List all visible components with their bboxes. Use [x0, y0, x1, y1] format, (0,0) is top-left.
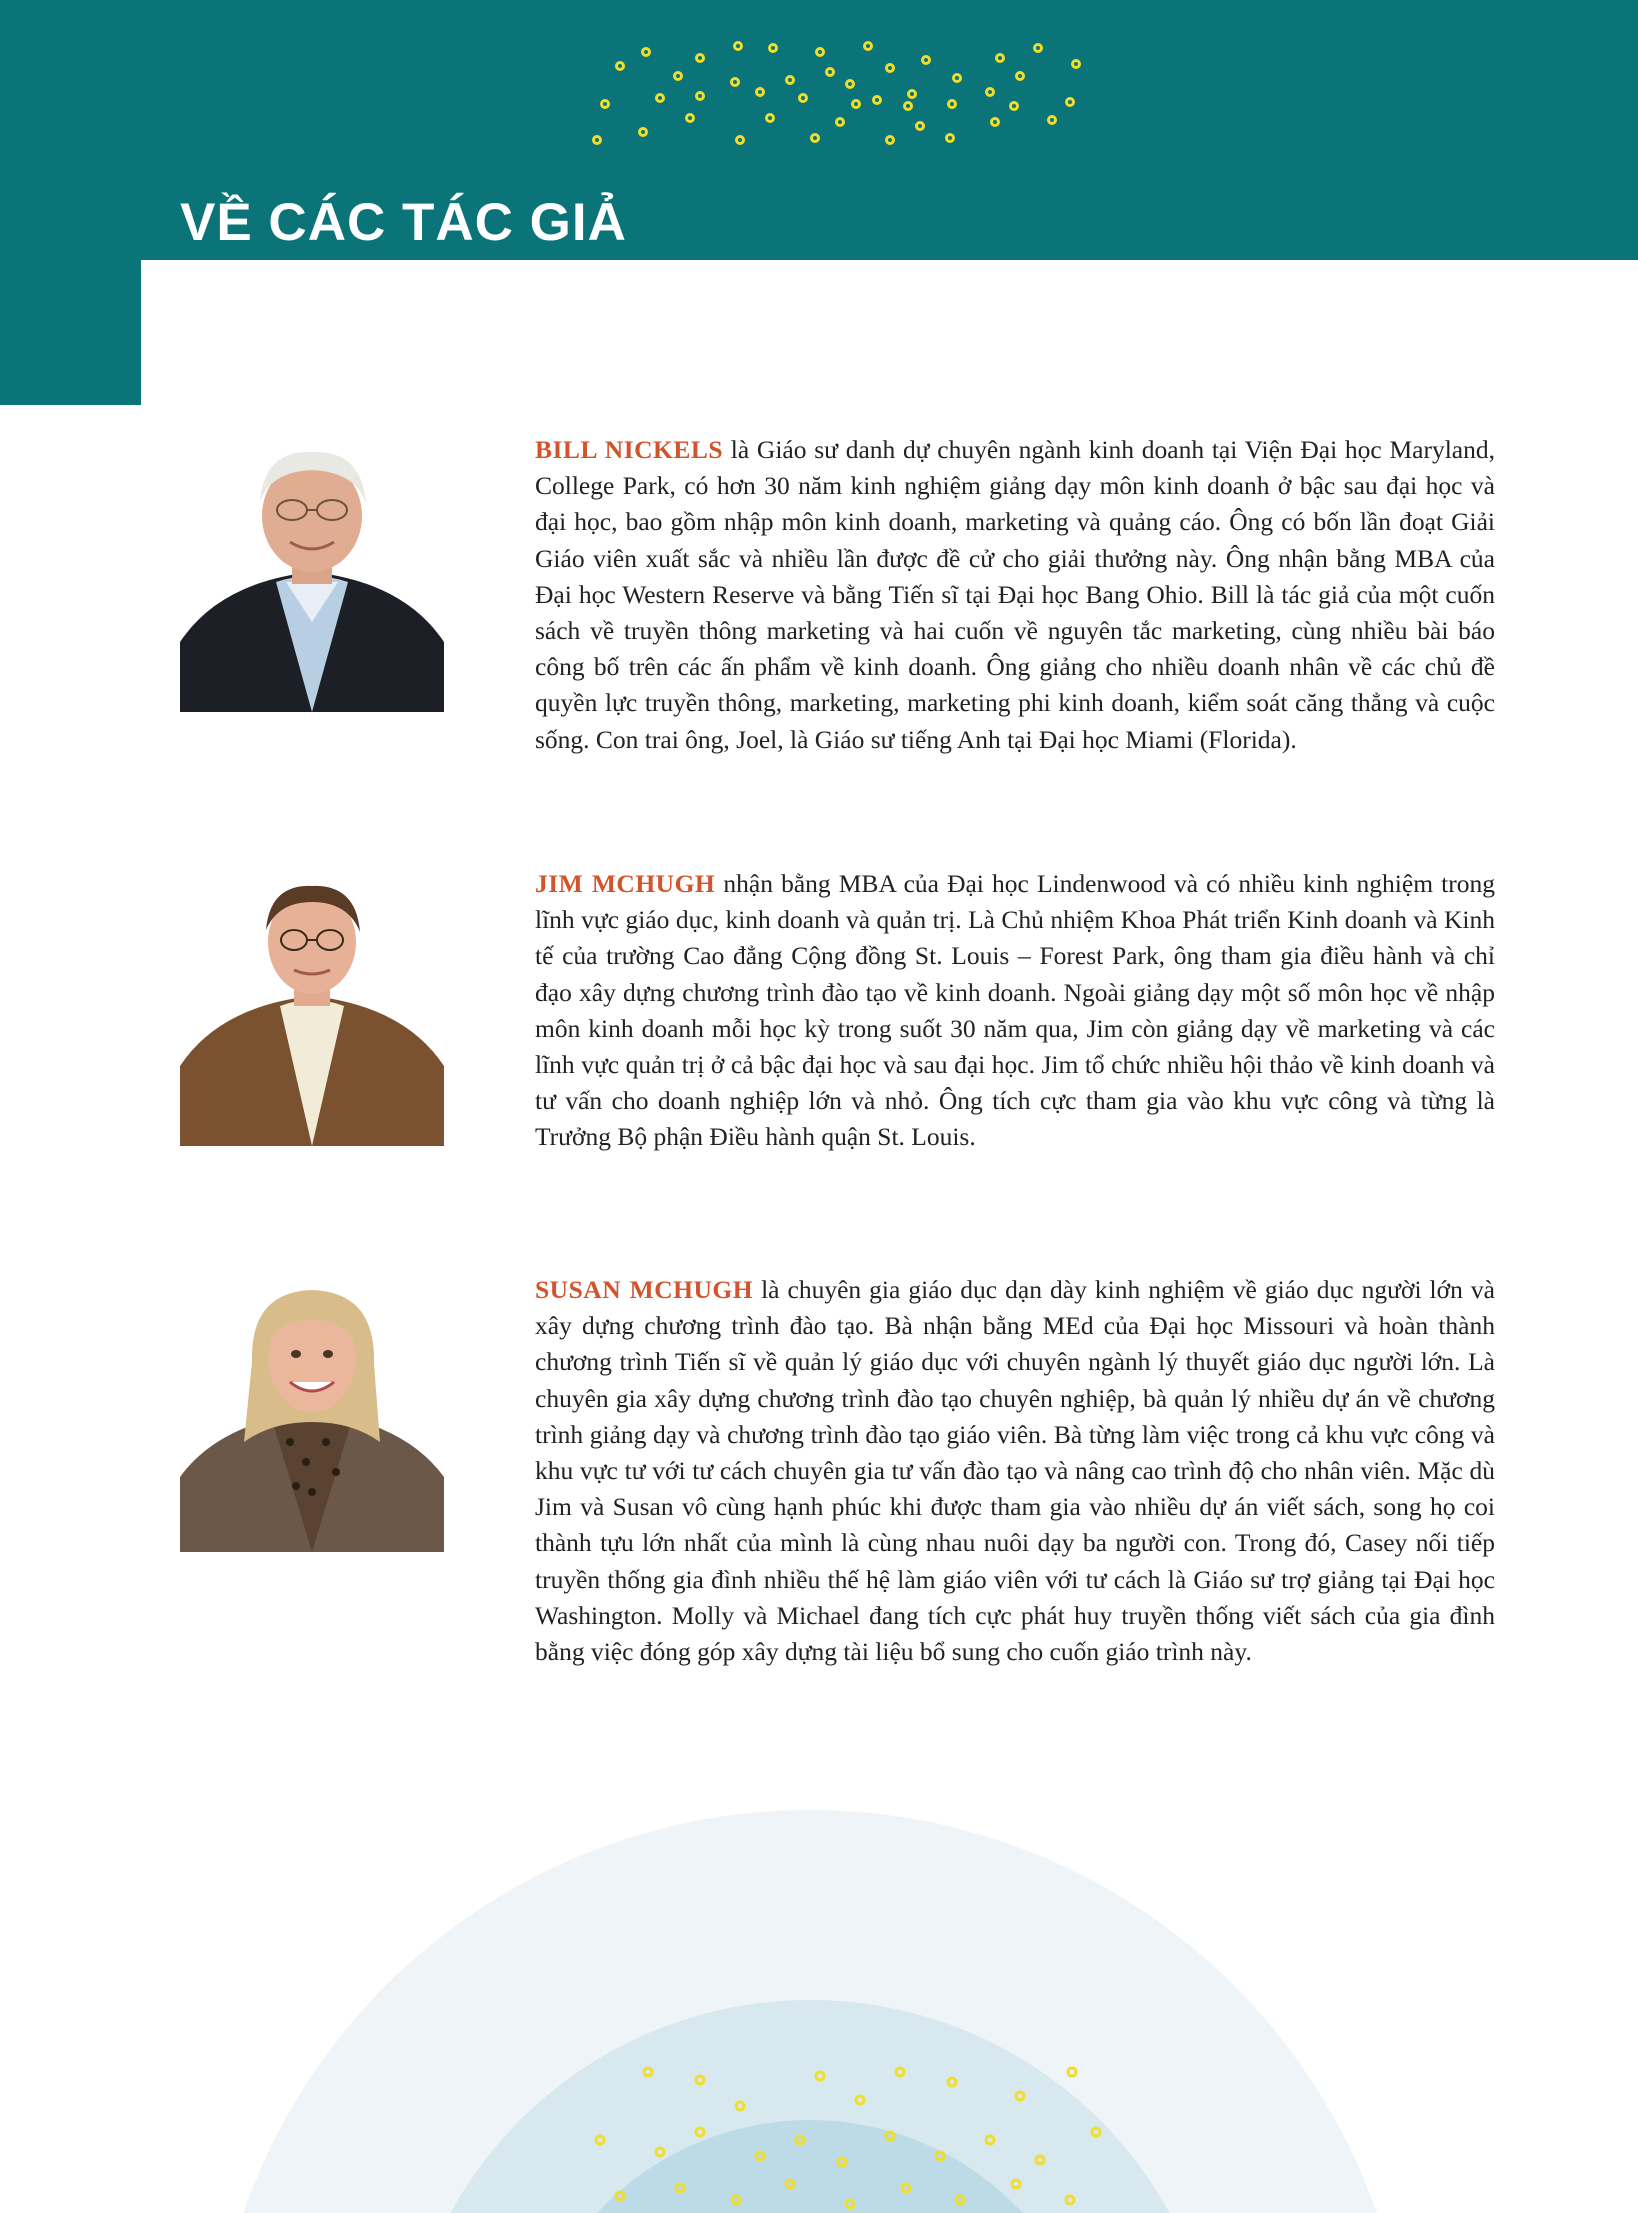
author-name: JIM MCHUGH: [535, 869, 716, 898]
author-bio: [535, 1272, 1495, 1670]
decorative-dots-pattern: [590, 36, 1090, 148]
decorative-arcs: [0, 1760, 1638, 2213]
author-bio: [535, 866, 1495, 1156]
author-photo: [180, 866, 444, 1146]
author-bio: [535, 432, 1495, 758]
header-tab-decoration: [0, 260, 141, 405]
page-title: VỀ CÁC TÁC GIẢ: [180, 193, 627, 252]
content-panel: [141, 260, 1638, 405]
author-bio-text: là chuyên gia giáo dục dạn dày kinh nghiệm về giáo dục người lớn và xây dựng chương trình đào tạo. Bà nhận bằng MEd của Đại học Missouri và hoàn thành chương trình Tiến sĩ về quản lý giáo dục với chuyên ngành lý thuyết giáo dục người lớn. Là chuyên gia xây dựng chương trình đào tạo chuyên nghiệp, bà quản lý nhiều dự án về chương trình giảng dạy và chương trình đào tạo giáo viên. Bà từng làm việc trong cả khu vực công và khu vực tư với tư cách chuyên gia tư vấn đào tạo và nâng cao trình độ cho nhân viên. Mặc dù Jim và Susan vô cùng hạnh phúc khi được tham gia vào nhiều dự án viết sách, song họ coi thành tựu lớn nhất của mình là cùng nhau nuôi dạy ba người con. Trong đó, Casey nối tiếp truyền thống gia đình nhiều thế hệ làm giáo viên với tư cách là Giáo sư trợ giảng tại Đại học Washington. Molly và Michael đang tích cực phát huy truyền thống viết sách của gia đình bằng việc đóng góp xây dựng tài liệu bổ sung cho cuốn giáo trình này.: [535, 1275, 1495, 1667]
author-photo: [180, 1272, 444, 1552]
author-bio-text: nhận bằng MBA của Đại học Lindenwood và có nhiều kinh nghiệm trong lĩnh vực giáo dục, kinh doanh và quản trị. Là Chủ nhiệm Khoa Phát triển Kinh doanh và Kinh tế của trường Cao đẳng Cộng đồng St. Louis – Forest Park, ông tham gia điều hành và chỉ đạo xây dựng chương trình đào tạo về kinh doanh. Ngoài giảng dạy một số môn học về nhập môn kinh doanh mỗi học kỳ trong suốt 30 năm qua, Jim còn giảng dạy về marketing và các lĩnh vực quản trị ở cả bậc đại học và sau đại học. Jim tổ chức nhiều hội thảo về kinh doanh và tư vấn cho doanh nghiệp lớn và nhỏ. Ông tích cực tham gia vào khu vực công và từng là Trưởng Bộ phận Điều hành quận St. Louis.: [535, 869, 1495, 1152]
author-photo: [180, 432, 444, 712]
author-name: BILL NICKELS: [535, 435, 724, 464]
author-name: SUSAN MCHUGH: [535, 1275, 754, 1304]
author-bio-text: là Giáo sư danh dự chuyên ngành kinh doanh tại Viện Đại học Maryland, College Park, có hơn 30 năm kinh nghiệm giảng dạy môn kinh doanh ở bậc sau đại học và đại học, bao gồm nhập môn kinh doanh, marketing và quảng cáo. Ông có bốn lần đoạt Giải Giáo viên xuất sắc và nhiều lần được đề cử cho giải thưởng này. Ông nhận bằng MBA của Đại học Western Reserve và bằng Tiến sĩ tại Đại học Bang Ohio. Bill là tác giả của một cuốn sách về truyền thông marketing và hai cuốn về nguyên tắc marketing, cùng nhiều bài báo công bố trên các ấn phẩm về kinh doanh. Ông giảng cho nhiều doanh nhân về các chủ đề quyền lực truyền thông, marketing, marketing phi kinh doanh, kiểm soát căng thẳng và cuộc sống. Con trai ông, Joel, là Giáo sư tiếng Anh tại Đại học Miami (Florida).: [535, 435, 1495, 754]
